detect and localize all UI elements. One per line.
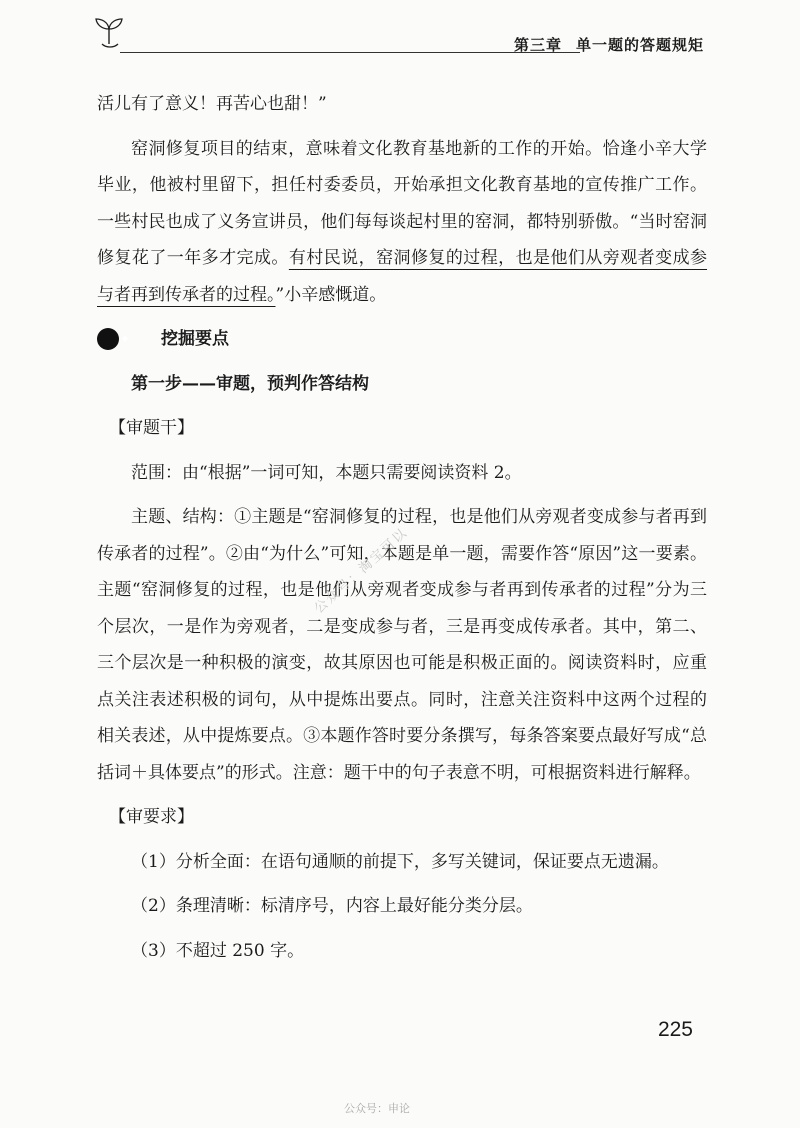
paragraph-story-text: 窑洞修复项目的结束，意味着文化教育基地新的工作的开始。恰逢小辛大学毕业，他被村里留下，担任村委委员，开始承担文化教育基地的宣传推广工作。一些村民也成了义务宣讲员，他们每每谈起村里的窑洞，都特别骄傲。“当时窑洞修复花了一年多才完成。: [97, 138, 707, 268]
page-number: 225: [657, 1018, 693, 1041]
running-header: [92, 14, 704, 54]
chapter-name: 单一题的答题规矩: [575, 36, 704, 54]
section-heading: [97, 321, 707, 358]
subheading-stem: 【审题干】: [109, 418, 194, 438]
paragraph-continuation: 活儿有了意义！再苦心也甜！”: [97, 94, 327, 114]
requirement-item: （1）分析全面：在语句通顺的前提下，多写关键词，保证要点无遗漏。: [131, 851, 669, 872]
watermark: 公众号：淘宝可以: [311, 525, 411, 617]
scan-stamp: 公众号：申论: [344, 1102, 410, 1115]
requirement-item: （2）条理清晰：标清序号，内容上最好能分类分层。: [131, 896, 533, 916]
header-rule: [120, 52, 580, 53]
chapter-number: 第三章: [513, 36, 562, 54]
paragraph-story-tail: ”小辛感慨道。: [275, 284, 387, 305]
paragraph-theme: 主题、结构：①主题是“窑洞修复的过程，也是他们从旁观者变成参与者再到传承者的过程”。②由“为什么”可知，本题是单一题，需要作答“原因”这一要素。主题“窑洞修复的过程，也是他们从旁观者变成参与者再到传承者的过程”分为三个层次，一是作为旁观者，二是变成参与者，三是再变成传承者。其中，第二、三个层次是一种积极的演变，故其原因也可能是积极正面的。阅读资料时，应重点关注表述积极的词句，从中提炼出要点。同时，注意关注资料中这两个过程的相关表述，从中提炼要点。③本题作答时要分条撰写，每条答案要点最好写成“总括词＋具体要点”的形式。注意：题干中的句子表意不明，可根据资料进行解释。: [97, 507, 707, 783]
step-heading: 第一步——审题，预判作答结构: [131, 373, 369, 394]
chapter-title: [514, 34, 704, 55]
requirement-item: （3）不超过 250 字。: [131, 940, 305, 961]
subheading-requirements: 【审要求】: [109, 807, 194, 827]
section-title: 挖掘要点: [161, 329, 229, 349]
sprout-icon: [92, 14, 126, 48]
paragraph-scope: 范围：由“根据”一词可知，本题只需要阅读资料 2。: [131, 462, 522, 483]
underlined-quote: 有村民说，窑洞修复的过程，也是他们从旁观者变成参与者再到传承者的过程。: [97, 248, 708, 305]
lightbulb-icon: ✦: [97, 328, 119, 350]
paragraph-story: [97, 131, 707, 314]
